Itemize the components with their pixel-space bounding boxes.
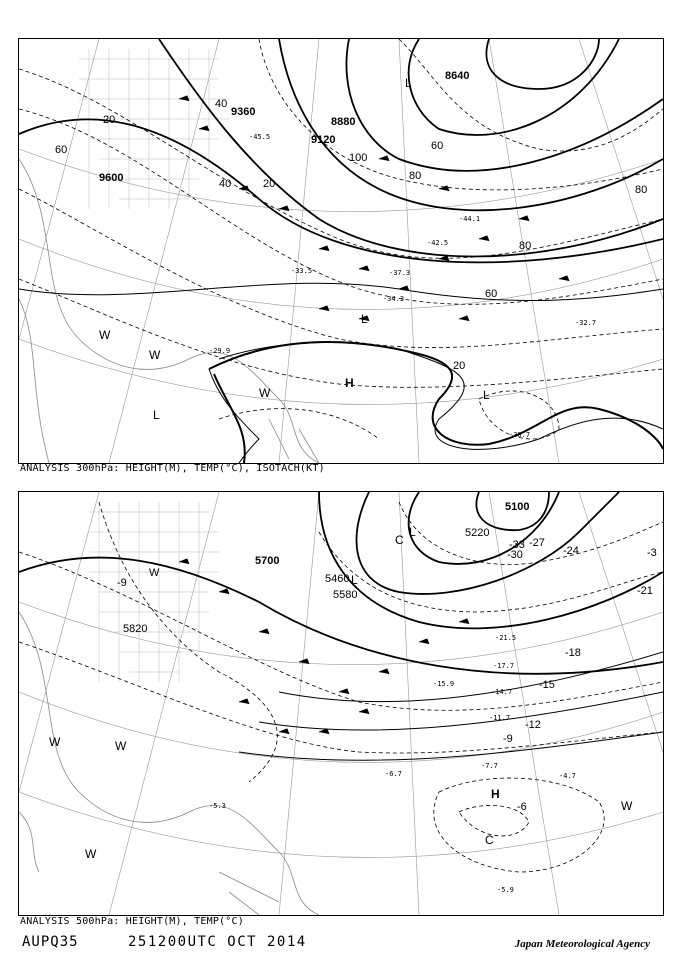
temp-value: -14.7 [491, 688, 513, 696]
isotherm-label: -15 [539, 679, 555, 691]
isotach-label: 60 [431, 140, 444, 152]
temp-value: -34.3 [383, 295, 405, 303]
temp-value: -29.9 [209, 347, 231, 355]
center-letter: W [115, 739, 127, 753]
center-letter: W [49, 735, 61, 749]
height-label: 5820 [123, 623, 148, 635]
temp-value: -21.5 [495, 634, 517, 642]
center-letter: C [485, 833, 494, 847]
center-letter: H [345, 376, 354, 390]
temp-value: -45.5 [249, 133, 271, 141]
center-letter: L [361, 312, 368, 326]
temp-value: -6.7 [385, 770, 402, 778]
temp-value: -33.5 [291, 267, 313, 275]
height-label: 5580 [333, 589, 358, 601]
temp-value: -32.7 [575, 319, 597, 327]
temp-value: -30.7 [509, 431, 531, 439]
coastline [19, 612, 319, 915]
isotach-label: 80 [519, 240, 532, 252]
isotach-label: 40 [219, 178, 232, 190]
height-label: 5100 [505, 501, 530, 513]
temp-value: -42.5 [427, 239, 449, 247]
height-label: 5460 [325, 573, 350, 585]
isotach-label: 100 [349, 152, 368, 164]
center-letter: L [409, 525, 416, 539]
isotach-label: 80 [635, 184, 648, 196]
hatched-area [89, 502, 219, 682]
center-letter: W [149, 567, 160, 579]
center-letter: W [99, 328, 111, 342]
map-panel-300hpa [18, 38, 664, 464]
isotach-label: 80 [409, 170, 422, 182]
isotherm-label: -12 [525, 719, 541, 731]
isotachs [19, 283, 663, 463]
temp-value: -17.7 [493, 662, 515, 670]
isotherm-label: -27 [529, 537, 545, 549]
center-letter: L [351, 573, 358, 587]
isotach-label: 20 [263, 178, 276, 190]
isotach-label: 20 [103, 114, 116, 126]
center-letter: W [621, 799, 633, 813]
panel-caption-300hpa: ANALYSIS 300hPa: HEIGHT(M), TEMP(°C), ISOTACH(KT) [20, 463, 325, 474]
isotach-label: 60 [485, 288, 498, 300]
height-label: 5700 [255, 555, 280, 567]
agency-credit: Japan Meteorological Agency [514, 938, 650, 950]
isotherm-label: -3 [647, 547, 657, 559]
map-panel-500hpa [18, 491, 664, 916]
panel-caption-500hpa: ANALYSIS 500hPa: HEIGHT(M), TEMP(°C) [20, 916, 244, 927]
center-letter: L [405, 76, 412, 90]
isotach-label: 20 [453, 360, 466, 372]
isotherm-label: -18 [565, 647, 581, 659]
height-label: 8880 [331, 116, 356, 128]
center-letter: W [149, 348, 161, 362]
isotherm-label: -9 [503, 733, 513, 745]
valid-time: 251200UTC OCT 2014 [128, 934, 307, 950]
isotach-label: 40 [215, 98, 228, 110]
center-letter: H [491, 787, 500, 801]
chart-id: AUPQ35 [22, 934, 79, 950]
height-label: 9600 [99, 172, 124, 184]
center-letter: L [483, 388, 490, 402]
height-contours [19, 39, 663, 262]
temp-value: -11.7 [489, 714, 511, 722]
center-letter: L [153, 408, 160, 422]
temp-value: -4.7 [559, 772, 576, 780]
height-label: 5220 [465, 527, 490, 539]
map-300hpa [19, 39, 663, 463]
center-letter: C [395, 533, 404, 547]
isotherm-label: -30 [507, 549, 523, 561]
isotach-label: 60 [55, 144, 68, 156]
isotherm-label: -6 [517, 801, 527, 813]
temp-value: -15.9 [433, 680, 455, 688]
temp-value: -7.7 [481, 762, 498, 770]
height-label: 9360 [231, 106, 256, 118]
center-letter: W [259, 386, 271, 400]
isotherm-label: -24 [563, 545, 579, 557]
bottom-contour [209, 342, 663, 463]
center-letter: W [85, 847, 97, 861]
temp-value: -44.1 [459, 215, 481, 223]
isotherm-label: -33 [509, 539, 525, 551]
height-label: 8640 [445, 70, 470, 82]
temp-value: -5.3 [209, 802, 226, 810]
temp-value: -37.3 [389, 269, 411, 277]
isotherm-label: -9 [117, 577, 127, 589]
height-label: 9120 [311, 134, 336, 146]
isotherm-label: -21 [637, 585, 653, 597]
temp-value: -5.9 [497, 886, 514, 894]
map-500hpa [19, 492, 663, 915]
